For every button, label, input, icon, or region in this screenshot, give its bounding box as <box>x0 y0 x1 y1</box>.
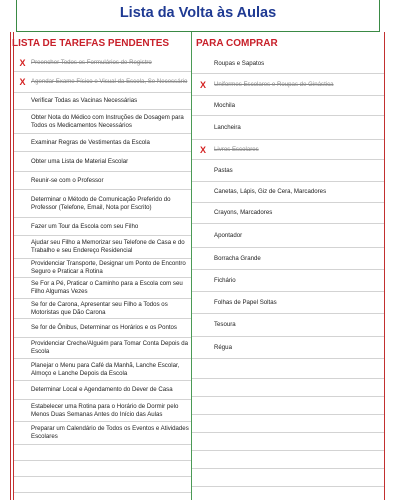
task-text: Planejar o Menu para Café da Manhã, Lanche Escolar, Almoço e Lanche Depois da Escola <box>31 361 180 377</box>
task-row <box>14 152 191 172</box>
task-text: Obter Nota do Médico com Instruções de Dosagem para Todos os Medicamentos Necessários <box>31 113 184 129</box>
task-row <box>14 400 191 422</box>
task-row <box>14 422 191 445</box>
check-mark-icon: X <box>199 144 206 155</box>
shopping-row <box>192 433 384 451</box>
task-text: Se for de Carona, Apresentar seu Filho a Todos os Motoristas que Dão Carona <box>31 300 168 316</box>
checklist-sheet <box>0 32 400 500</box>
shopping-text: Uniformes Escolares e Roupas de Ginástica <box>214 80 334 88</box>
check-mark-icon: X <box>19 57 26 68</box>
shopping-row <box>192 270 384 292</box>
shopping-row <box>192 182 384 203</box>
page-title: Lista da Volta às Aulas <box>119 5 277 21</box>
task-text: Se For a Pé, Praticar o Caminho para a Escola com seu Filho Algumas Vezes <box>31 280 183 295</box>
shopping-row <box>192 314 384 337</box>
tasks-header: LISTA DE TAREFAS PENDENTES <box>12 38 170 49</box>
task-row <box>14 299 191 319</box>
shopping-text: Tesoura <box>214 321 236 329</box>
task-text: Reunir-se com o Professor <box>31 176 104 184</box>
shopping-header: PARA COMPRAR <box>196 38 278 49</box>
shopping-row <box>192 74 384 96</box>
shopping-text: Fichário <box>214 276 236 284</box>
shopping-row <box>192 337 384 359</box>
task-row <box>14 445 191 461</box>
task-text: Examinar Regras de Vestimentas da Escola <box>31 138 150 146</box>
task-row <box>14 319 191 338</box>
shopping-row <box>192 469 384 487</box>
shopping-row <box>192 140 384 160</box>
task-text: Determinar o Método de Comunicação Preferido do Professor (Telefone, Email, Nota por Escrito) <box>31 195 171 211</box>
shopping-row <box>192 451 384 469</box>
task-row <box>14 461 191 477</box>
task-text: Providenciar Creche/Alguém para Tomar Conta Depois da Escola <box>31 340 189 355</box>
shopping-text: Apontador <box>214 231 243 239</box>
task-row <box>14 381 191 400</box>
check-mark-icon: X <box>199 79 206 90</box>
shopping-text: Crayons, Marcadores <box>214 209 273 217</box>
task-text: Ajudar seu Filho a Memorizar seu Telefone de Casa e do Trabalho e seu Endereço Residencial <box>31 239 185 254</box>
margin-line-right <box>384 32 385 500</box>
task-row <box>14 338 191 359</box>
task-text: Fazer um Tour da Escola com seu Filho <box>31 222 139 230</box>
shopping-row <box>192 54 384 74</box>
task-row <box>14 278 191 299</box>
title-box <box>16 0 380 32</box>
shopping-row <box>192 96 384 116</box>
task-row <box>14 110 191 134</box>
task-row <box>14 172 191 190</box>
shopping-row <box>192 415 384 433</box>
margin-line-left <box>10 32 11 500</box>
shopping-row <box>192 203 384 224</box>
shopping-row <box>192 397 384 415</box>
task-row <box>14 72 191 93</box>
task-row <box>14 493 191 500</box>
shopping-row <box>192 487 384 500</box>
task-text: Estabelecer uma Rotina para o Horário de Dormir pelo Menos Duas Semanas Antes do Início das Aulas <box>31 402 179 418</box>
shopping-text: Livros Escolares <box>214 145 259 153</box>
task-row <box>14 218 191 236</box>
shopping-text: Mochila <box>214 101 235 109</box>
task-row <box>14 134 191 152</box>
task-text: Preencher Todos os Formulários de Registro <box>31 58 152 66</box>
task-text: Agendar Exame Físico e Visual da Escola, Se Necessário <box>31 78 188 86</box>
shopping-row <box>192 116 384 140</box>
task-row <box>14 93 191 110</box>
shopping-row <box>192 224 384 248</box>
shopping-text: Canetas, Lápis, Giz de Cera, Marcadores <box>214 188 327 196</box>
task-text: Providenciar Transporte, Designar um Ponto de Encontro Seguro e Praticar a Rotina <box>31 260 186 275</box>
shopping-text: Lancheira <box>214 123 241 131</box>
shopping-row <box>192 292 384 314</box>
task-row <box>14 359 191 381</box>
task-row <box>14 54 191 72</box>
shopping-text: Régua <box>214 343 232 351</box>
task-text: Determinar Local e Agendamento do Dever de Casa <box>31 386 173 394</box>
shopping-text: Pastas <box>214 166 233 174</box>
shopping-row <box>192 160 384 182</box>
task-text: Preparar um Calendário de Todos os Eventos e Atividades Escolares <box>31 425 189 440</box>
shopping-text: Folhas de Papel Soltas <box>214 298 277 306</box>
task-row <box>14 477 191 493</box>
shopping-row <box>192 248 384 270</box>
shopping-row <box>192 379 384 397</box>
task-text: Verificar Todas as Vacinas Necessárias <box>31 97 138 105</box>
shopping-text: Borracha Grande <box>214 254 261 262</box>
task-text: Obter uma Lista de Material Escolar <box>31 157 129 165</box>
shopping-text: Roupas e Sapatos <box>214 59 265 67</box>
check-mark-icon: X <box>19 77 26 87</box>
task-row <box>14 190 191 218</box>
task-row <box>14 259 191 278</box>
task-row <box>14 236 191 259</box>
task-text: Se for de Ônibus, Determinar os Horários e os Pontos <box>31 324 177 332</box>
shopping-row <box>192 359 384 379</box>
